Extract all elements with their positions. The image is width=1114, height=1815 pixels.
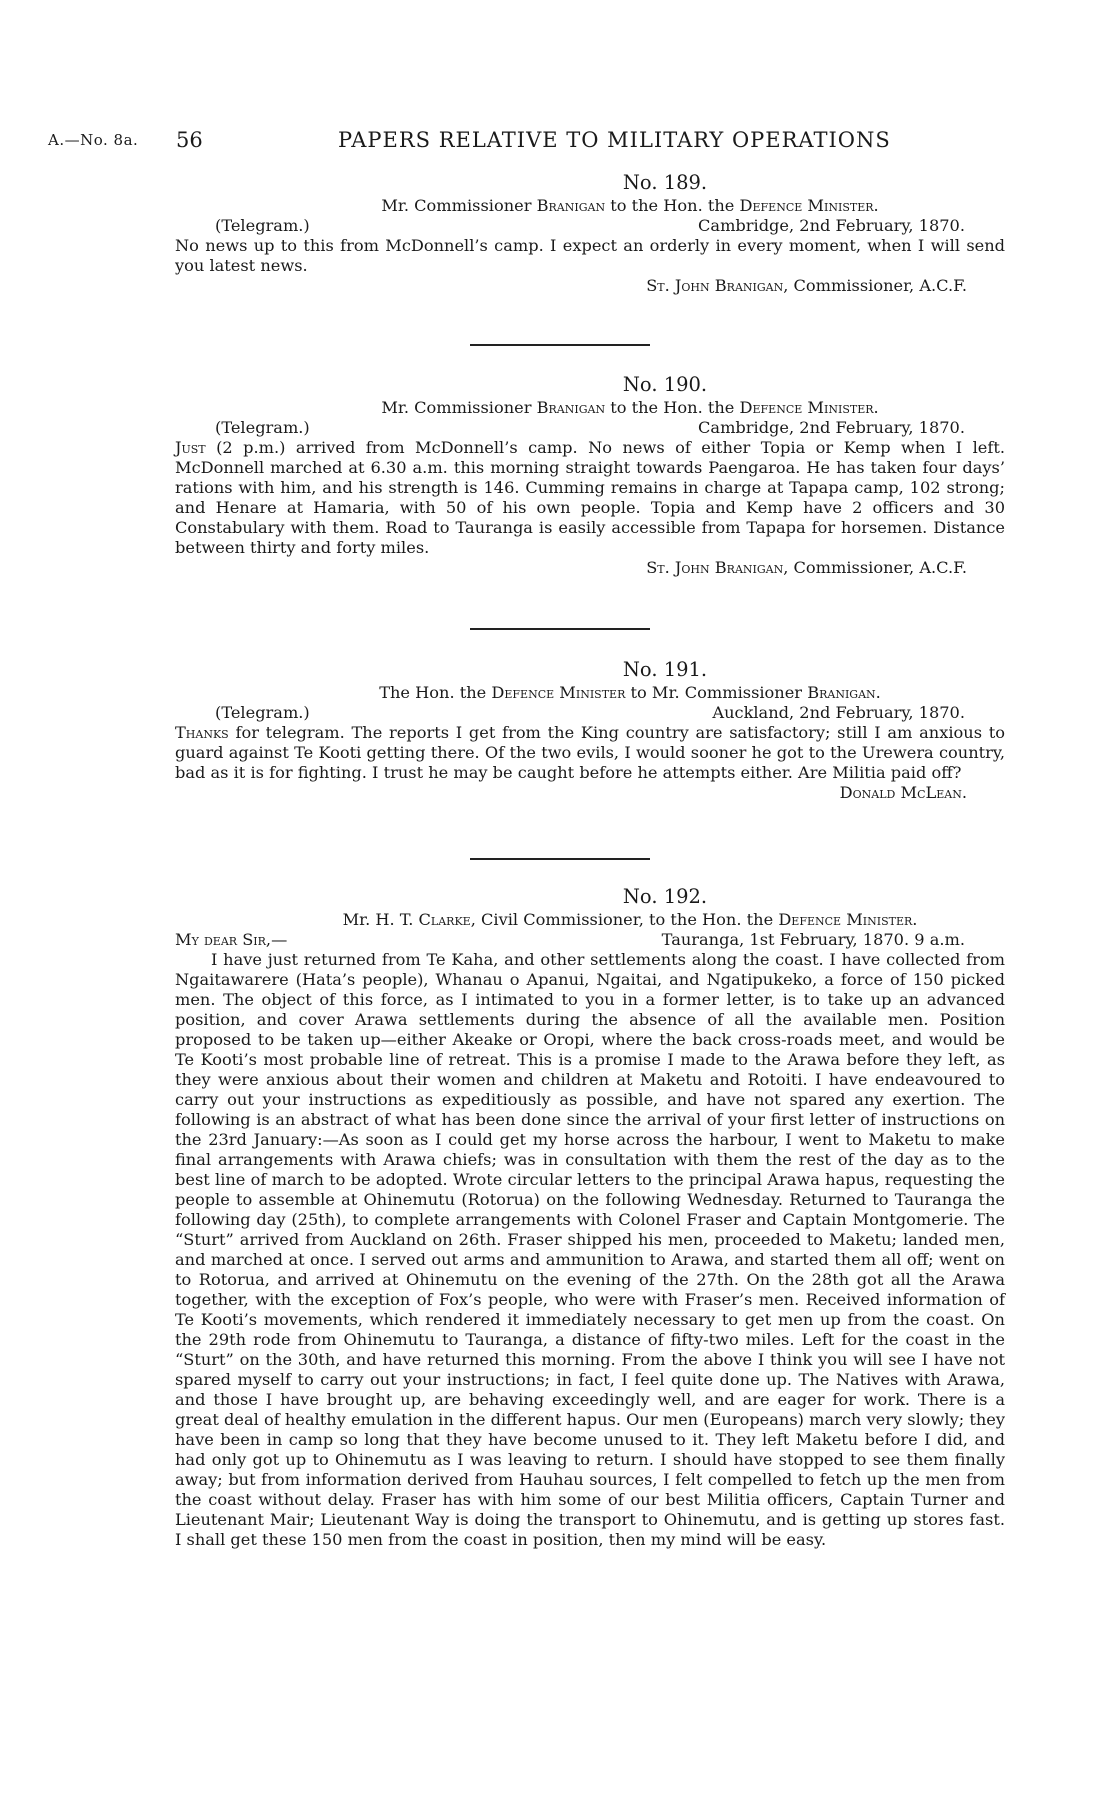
separator-rule bbox=[470, 628, 650, 630]
signature-name: St. John Branigan, bbox=[646, 558, 789, 577]
page-number: 56 bbox=[176, 128, 203, 152]
sender-name: Branigan bbox=[536, 398, 606, 417]
recipient-name: Defence Minister. bbox=[778, 910, 918, 929]
place-date: Cambridge, 2nd February, 1870. bbox=[698, 216, 965, 235]
body-lead: Just bbox=[175, 438, 206, 457]
signature-title: Commissioner, A.C.F. bbox=[793, 558, 967, 577]
signature-title: Commissioner, A.C.F. bbox=[793, 276, 967, 295]
label-row bbox=[175, 418, 1005, 438]
place-date: Cambridge, 2nd February, 1870. bbox=[698, 418, 965, 437]
label-row bbox=[175, 216, 1005, 236]
from-mid: Civil Commissioner, to the Hon. the bbox=[481, 910, 774, 929]
body-text: (2 p.m.) arrived from McDonnell’s camp. No news of either Topia or Kemp when I left. McDonnell marched at 6.30 a.m. this morning straight towards Paengaroa. He has taken four days’ rations with him, and his strength is 146. Cumming remains in charge at Tapapa camp, 102 strong; and Henare at Hamaria, with 50 of his own people. Topia and Kemp have 2 officers and 30 Constabulary with them. Road to Tauranga is easily accessible from Tapapa for horsemen. Distance between thirty and forty miles. bbox=[175, 438, 1005, 557]
letter-number: No. 189. bbox=[622, 171, 708, 194]
telegram-label: (Telegram.) bbox=[215, 216, 310, 235]
letter-body: I have just returned from Te Kaha, and other settlements along the coast. I have collected from Ngaitawarere (Hata’s people), Whanau o Apanui, Ngaitai, and Ngatipukeko, a force of 150 picked men. The object of this force, as I intimated to you in a former letter, is to take up an advanced position, and cover Arawa settlements during the absence of all the available men. Position proposed to be taken up—either Akeake or Oropi, where the back cross-roads meet, and would be Te Kooti’s most probable line of retreat. This is a promise I made to the Arawa before they left, as they were anxious about their women and children at Maketu and Rotoiti. I have endeavoured to carry out your instructions as expeditiously as possible, and have not spared any exertion. The following is an abstract of what has been done since the arrival of your first letter of instructions on the 23rd January:—As soon as I could get my horse across the harbour, I went to Maketu to make final arrangements with Arawa chiefs; was in consultation with them the rest of the day as to the best line of march to be adopted. Wrote circular letters to the principal Arawa hapus, requesting the people to assemble at Ohinemutu (Rotorua) on the following Wednesday. Returned to Tauranga the following day (25th), to complete arrangements with Colonel Fraser and Captain Montgomerie. The “Sturt” arrived from Auckland on 26th. Fraser shipped his men, proceeded to Maketu; landed men, and marched at once. I served out arms and ammunition to Arawa, and started them all off; went on to Rotorua, and arrived at Ohinemutu on the evening of the 27th. On the 28th got all the Arawa together, with the exception of Fox’s people, who were with Fraser’s men. Received information of Te Kooti’s movements, which rendered it immediately necessary to get men up from the coast. On the 29th rode from Ohinemutu to Tauranga, a distance of fifty-two miles. Left for the coast in the “Sturt” on the 30th, and have returned this morning. From the above I think you will see I have not spared myself to carry out your instructions; in fact, I feel quite done up. The Natives with Arawa, and those I have brought up, are behaving exceedingly well, and are eager for work. There is a great deal of healthy emulation in the different hapus. Our men (Europeans) march very slowly; they have been in camp so long that they have become unused to it. They left Maketu before I did, and had only got up to Ohinemutu as I was leaving to return. I should have stopped to see them finally away; but from information derived from Hauhau sources, I felt compelled to fetch up the men from the coast without delay. Fraser has with him some of our best Militia officers, Captain Turner and Lieutenant Mair; Lieutenant Way is doing the transport to Ohinemutu, and is getting up stores fast. I shall get these 150 men from the coast in position, then my mind will be easy. bbox=[175, 950, 1005, 1549]
label-row bbox=[175, 930, 1005, 950]
letter-body bbox=[175, 438, 1005, 558]
from-mid: to Mr. Commissioner bbox=[630, 683, 803, 702]
telegram-label: (Telegram.) bbox=[215, 703, 310, 722]
recipient-name: Branigan. bbox=[807, 683, 881, 702]
from-mid: to the Hon. the bbox=[610, 398, 735, 417]
from-prefix: Mr. H. T. bbox=[342, 910, 414, 929]
letter-addressing bbox=[255, 910, 1005, 930]
label-row bbox=[175, 703, 1005, 723]
letter-number: No. 190. bbox=[622, 373, 708, 396]
recipient-name: Defence Minister. bbox=[739, 398, 879, 417]
from-prefix: The Hon. the bbox=[379, 683, 487, 702]
signature bbox=[175, 276, 967, 296]
separator-rule bbox=[470, 858, 650, 860]
page-header bbox=[48, 128, 1054, 158]
from-mid: to the Hon. the bbox=[610, 196, 735, 215]
sender-name: Branigan bbox=[536, 196, 606, 215]
document-reference: A.—No. 8a. bbox=[48, 131, 139, 149]
letter-body: No news up to this from McDonnell’s camp. I expect an orderly in every moment, when I will send you latest news. bbox=[175, 236, 1005, 275]
letter-189 bbox=[175, 173, 1005, 296]
signature-name: Donald McLean. bbox=[839, 783, 967, 802]
letter-addressing bbox=[255, 683, 1005, 703]
running-title: PAPERS RELATIVE TO MILITARY OPERATIONS bbox=[338, 128, 891, 152]
signature bbox=[175, 558, 967, 578]
from-prefix: Mr. Commissioner bbox=[381, 398, 532, 417]
salutation: My dear Sir,— bbox=[175, 930, 288, 949]
telegram-label: (Telegram.) bbox=[215, 418, 310, 437]
letter-192 bbox=[175, 887, 1005, 1550]
recipient-name: Defence Minister. bbox=[739, 196, 879, 215]
letter-body bbox=[175, 723, 1005, 783]
letter-number: No. 191. bbox=[622, 658, 708, 681]
letter-number: No. 192. bbox=[622, 885, 708, 908]
signature-name: St. John Branigan, bbox=[646, 276, 789, 295]
signature bbox=[175, 783, 967, 803]
letter-addressing bbox=[255, 398, 1005, 418]
letter-addressing bbox=[255, 196, 1005, 216]
from-prefix: Mr. Commissioner bbox=[381, 196, 532, 215]
letter-191 bbox=[175, 660, 1005, 803]
sender-name: Clarke, bbox=[418, 910, 476, 929]
place-date: Auckland, 2nd February, 1870. bbox=[712, 703, 965, 722]
body-lead: Thanks bbox=[175, 723, 229, 742]
body-text: for telegram. The reports I get from the King country are satisfactory; still I am anxious to guard against Te Kooti getting there. Of the two evils, I would sooner he got to the Urewera country, bad as it is for fighting. I trust he may be caught before he attempts either. Are Militia paid off? bbox=[175, 723, 1005, 782]
separator-rule bbox=[470, 344, 650, 346]
place-date: Tauranga, 1st February, 1870. 9 a.m. bbox=[661, 930, 965, 949]
sender-name: Defence Minister bbox=[491, 683, 626, 702]
letter-190 bbox=[175, 375, 1005, 578]
